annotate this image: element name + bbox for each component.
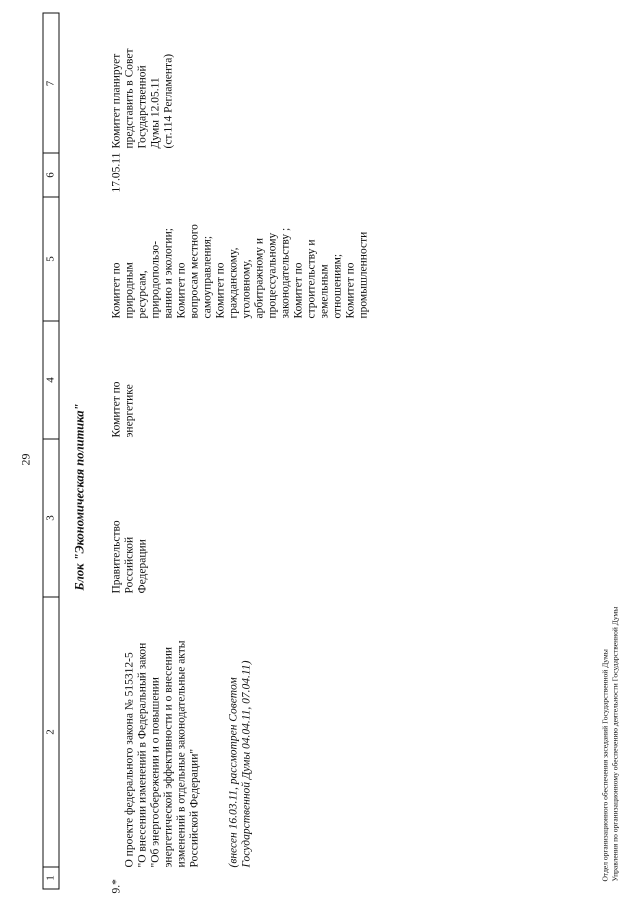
co-committees-cell: Комитет по природным ресурсам, природопользо- ванию и экологии; Комитет по вопросам местного самоуправления; Комитет по гражданскому, уголовному, арбитражному и процессуальному законодательству ; Комитет по строительству и земельным отношениям; Комитет по промышленности [110, 223, 369, 318]
footer-line-1: Отдел организационного обеспечения заседаний Государственной Думы [600, 648, 609, 881]
bill-title: О проекте федерального закона № 515312-5 "О внесении изменений в Федеральный закон "Об энергосбережении и о повышении энергетической эффективности и о внесении изменений в отдельные законодательные акты Российской Федерации" [123, 640, 200, 867]
footer-line-2: Управления по организационному обеспечению деятельности Государственной Думы [610, 606, 619, 881]
footer [600, 606, 620, 881]
date-cell: 17.05.11 [110, 152, 122, 192]
note-cell: Комитет планирует представить в Совет Государственной Думы 12.05.11 (ст.114 Регламента) [110, 47, 174, 148]
row-number: 9.* [110, 878, 122, 893]
header-col-2: 2 [43, 596, 58, 866]
header-col-7: 7 [44, 80, 56, 86]
responsible-committee-cell: Комитет по энергетике [110, 381, 135, 437]
bill-title-cell [110, 617, 253, 867]
header-col-4: 4 [43, 320, 58, 438]
bill-introduced-note: (внесен 16.03.11, рассмотрен Советом Государственной Думы 04.04.11, 07.04.11) [227, 660, 252, 867]
block-title: Блок "Экономическая политика" [72, 403, 86, 590]
header-col-3: 3 [43, 438, 58, 596]
column-number-header [42, 12, 59, 889]
header-col-6: 6 [43, 152, 58, 196]
header-col-5: 5 [43, 196, 58, 320]
header-col-1: 1 [43, 866, 58, 888]
page-number: 29 [18, 453, 32, 465]
initiator-cell: Правительство Российской Федерации [110, 519, 148, 593]
